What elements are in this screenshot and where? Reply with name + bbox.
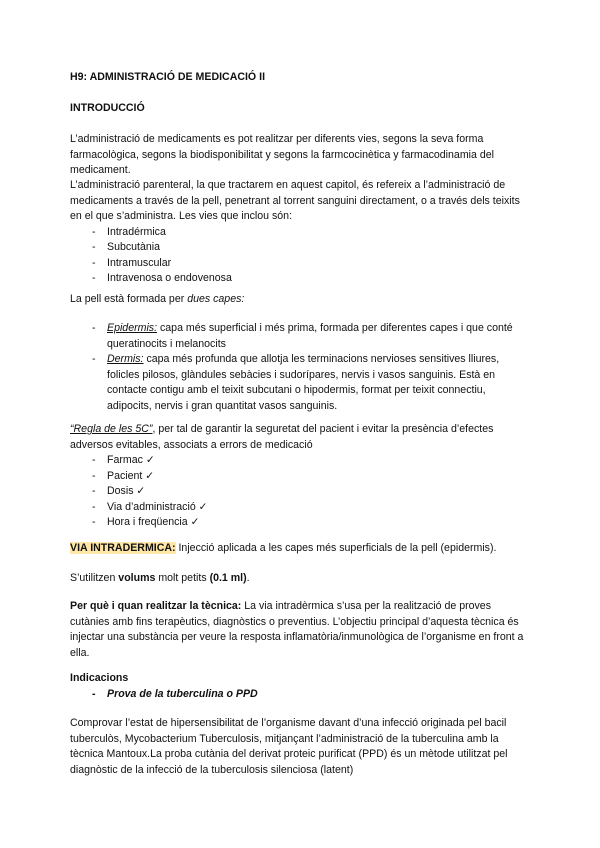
layer-desc-dermis: capa més profunda que allotja les terminacions nervioses sensitives lliures, folicles pilosos, glàndules sebàcies i sudorípares, nervis i vasos sanguinis. Està en contacte contigu amb el teixit subcutani o hipodermis, format per teixit connectiu, adipocits, nervis i gran quantitat vasos sanguinis. xyxy=(107,353,500,412)
via-intradermica-label: VIA INTRADERMICA: xyxy=(70,542,176,554)
parenteral-block xyxy=(70,178,532,287)
list-item xyxy=(70,321,532,352)
paragraph-tuberculin: Comprovar l’estat de hipersensibilitat de l’organisme davant d’una infecció originada pel bacil tuberculòs, Mycobacterium Tuberculosis, mitjançant l’administració de la tuberculina amb la tècnica Mantoux.La proba cutània del derivat proteic purificat (PPD) és un mètode utilitzat pel diagnòstic de la infecció de la tuberculosis silenciosa (latent) xyxy=(70,717,508,776)
volumes-bold: volums xyxy=(118,572,156,584)
why-paragraph xyxy=(70,599,532,661)
section-title-intro: INTRODUCCIÓ xyxy=(70,102,145,114)
list-item: - Pacient ✓ xyxy=(70,469,532,485)
skin-layers-list xyxy=(70,321,532,414)
checks-list xyxy=(70,453,532,531)
list-item: - Hora i freqüencia ✓ xyxy=(70,515,532,531)
via-intradermica-text: Injecció aplicada a les capes més superficials de la pell (epidermis). xyxy=(175,542,497,554)
volumes-value: (0.1 ml) xyxy=(209,572,247,584)
indications-title: Indicacions xyxy=(70,672,129,684)
volumes-end: . xyxy=(246,572,250,584)
layer-term-epidermis: Epidermis: xyxy=(107,322,158,334)
routes-list xyxy=(70,225,532,287)
list-item: - Subcutània xyxy=(70,240,532,256)
rule-5c-block xyxy=(70,422,532,531)
list-item: - Intramuscular xyxy=(70,256,532,272)
paragraph-parenteral: L’administració parenteral, la que tractarem en aquest capitol, és refereix a l’administració de medicaments a través de la pell, penetrant al torrent sanguini directament, o a través dels teixits en el que s’administra. Les vies que inclou són: xyxy=(70,179,520,222)
skin-intro-text: La pell està formada per xyxy=(70,293,188,305)
volumes-line xyxy=(70,571,532,587)
page-heading: H9: ADMINISTRACIÓ DE MEDICACIÓ II xyxy=(70,71,266,83)
layer-desc-epidermis: capa més superficial i més prima, formada per diferentes capes i que conté queratinocits i melanocits xyxy=(107,322,513,350)
list-item: - Farmac ✓ xyxy=(70,453,532,469)
volumes-pre: S’utilitzen xyxy=(70,572,119,584)
via-intradermica xyxy=(70,541,532,557)
paragraph-intro: L’administració de medicaments es pot realitzar per diferents vies, segons la seva forma farmacològica, segons la biodisponibilitat y segons la farmcocinètica y farmacodinamia del medicament. xyxy=(70,133,494,176)
why-text: La via intradèrmica s’usa per la realització de proves cutànies amb fins terapèutics, diagnòstics o preventius. L’objectiu principal d’aquesta tècnica és injectar una substància per veure la resposta inflamatòria/inmunològica de l’organisme en front a ella. xyxy=(70,600,524,659)
list-item: - Via d’administració ✓ xyxy=(70,500,532,516)
rule-5c-text: , per tal de garantir la seguretat del pacient i evitar la presència d’efectes adversos evitables, associats a errors de medicació xyxy=(70,423,494,451)
rule-5c-term: “Regla de les 5C” xyxy=(70,423,153,435)
volumes-mid: molt petits xyxy=(155,572,210,584)
why-label: Per què i quan realitzar la tècnica: xyxy=(70,600,242,612)
list-item xyxy=(70,352,532,414)
indications-list xyxy=(70,687,532,703)
layer-term-dermis: Dermis: xyxy=(107,353,144,365)
list-item: - Dosis ✓ xyxy=(70,484,532,500)
skin-layers-emphasis: dues capes: xyxy=(187,293,245,305)
list-item: - Intradérmica xyxy=(70,225,532,241)
skin-intro xyxy=(70,292,532,308)
rule-5c-paragraph xyxy=(70,422,532,453)
indications-block xyxy=(70,671,532,702)
list-item: - Intravenosa o endovenosa xyxy=(70,271,532,287)
list-item: - Prova de la tuberculina o PPD xyxy=(70,687,532,703)
